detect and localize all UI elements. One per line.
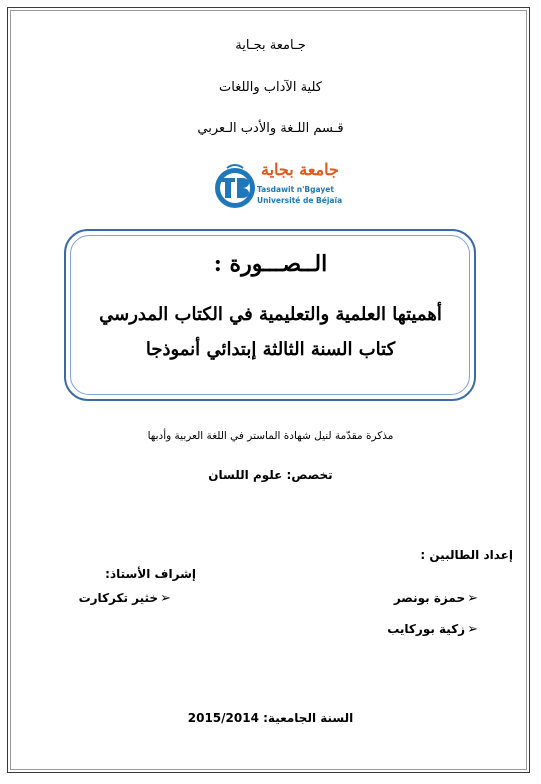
- supervisor-item: [79, 591, 171, 606]
- logo-arabic-text: جامعة بجاية: [261, 160, 339, 179]
- bullet-arrow-icon: ➢: [467, 591, 478, 606]
- students-label: إعداد الطالبين :: [420, 548, 513, 562]
- student-name: حمزة بونصر: [393, 591, 466, 605]
- specialty: تخصص: علوم اللسان: [208, 468, 333, 482]
- logo-french-text: Université de Béjaïa: [257, 196, 343, 205]
- supervisor-label: إشراف الأستاذ:: [105, 567, 196, 581]
- department-name: قـسم اللـغة والأدب الـعربي: [197, 121, 344, 136]
- title-case-study: كتاب السنة الثالثة إبتدائي أنموذجا: [145, 339, 396, 360]
- faculty-name: كلية الآداب واللغات: [219, 80, 322, 95]
- student-item: [387, 622, 478, 637]
- bullet-arrow-icon: ➢: [160, 591, 171, 606]
- bullet-arrow-icon: ➢: [467, 622, 478, 637]
- student-item: [394, 591, 478, 606]
- academic-year: السنة الجامعية: 2015/2014: [187, 711, 354, 725]
- logo-kabyle-text: Tasdawit n'Bgayet: [257, 185, 334, 194]
- title-main: الــصـــورة :: [213, 251, 328, 277]
- university-logo-icon: [213, 162, 257, 212]
- memo-description: مذكرة مقدّمة لنيل شهادة الماستر في اللغة العربية وأدبها: [147, 430, 394, 442]
- title-subtitle: أهميتها العلمية والتعليمية في الكتاب المدرسي: [99, 304, 442, 325]
- university-logo: [213, 158, 341, 214]
- student-name: زكية بوركايب: [387, 622, 466, 636]
- university-name: جـامعة بجـاية: [235, 38, 306, 53]
- supervisor-name: خثير تكركارت: [78, 591, 159, 605]
